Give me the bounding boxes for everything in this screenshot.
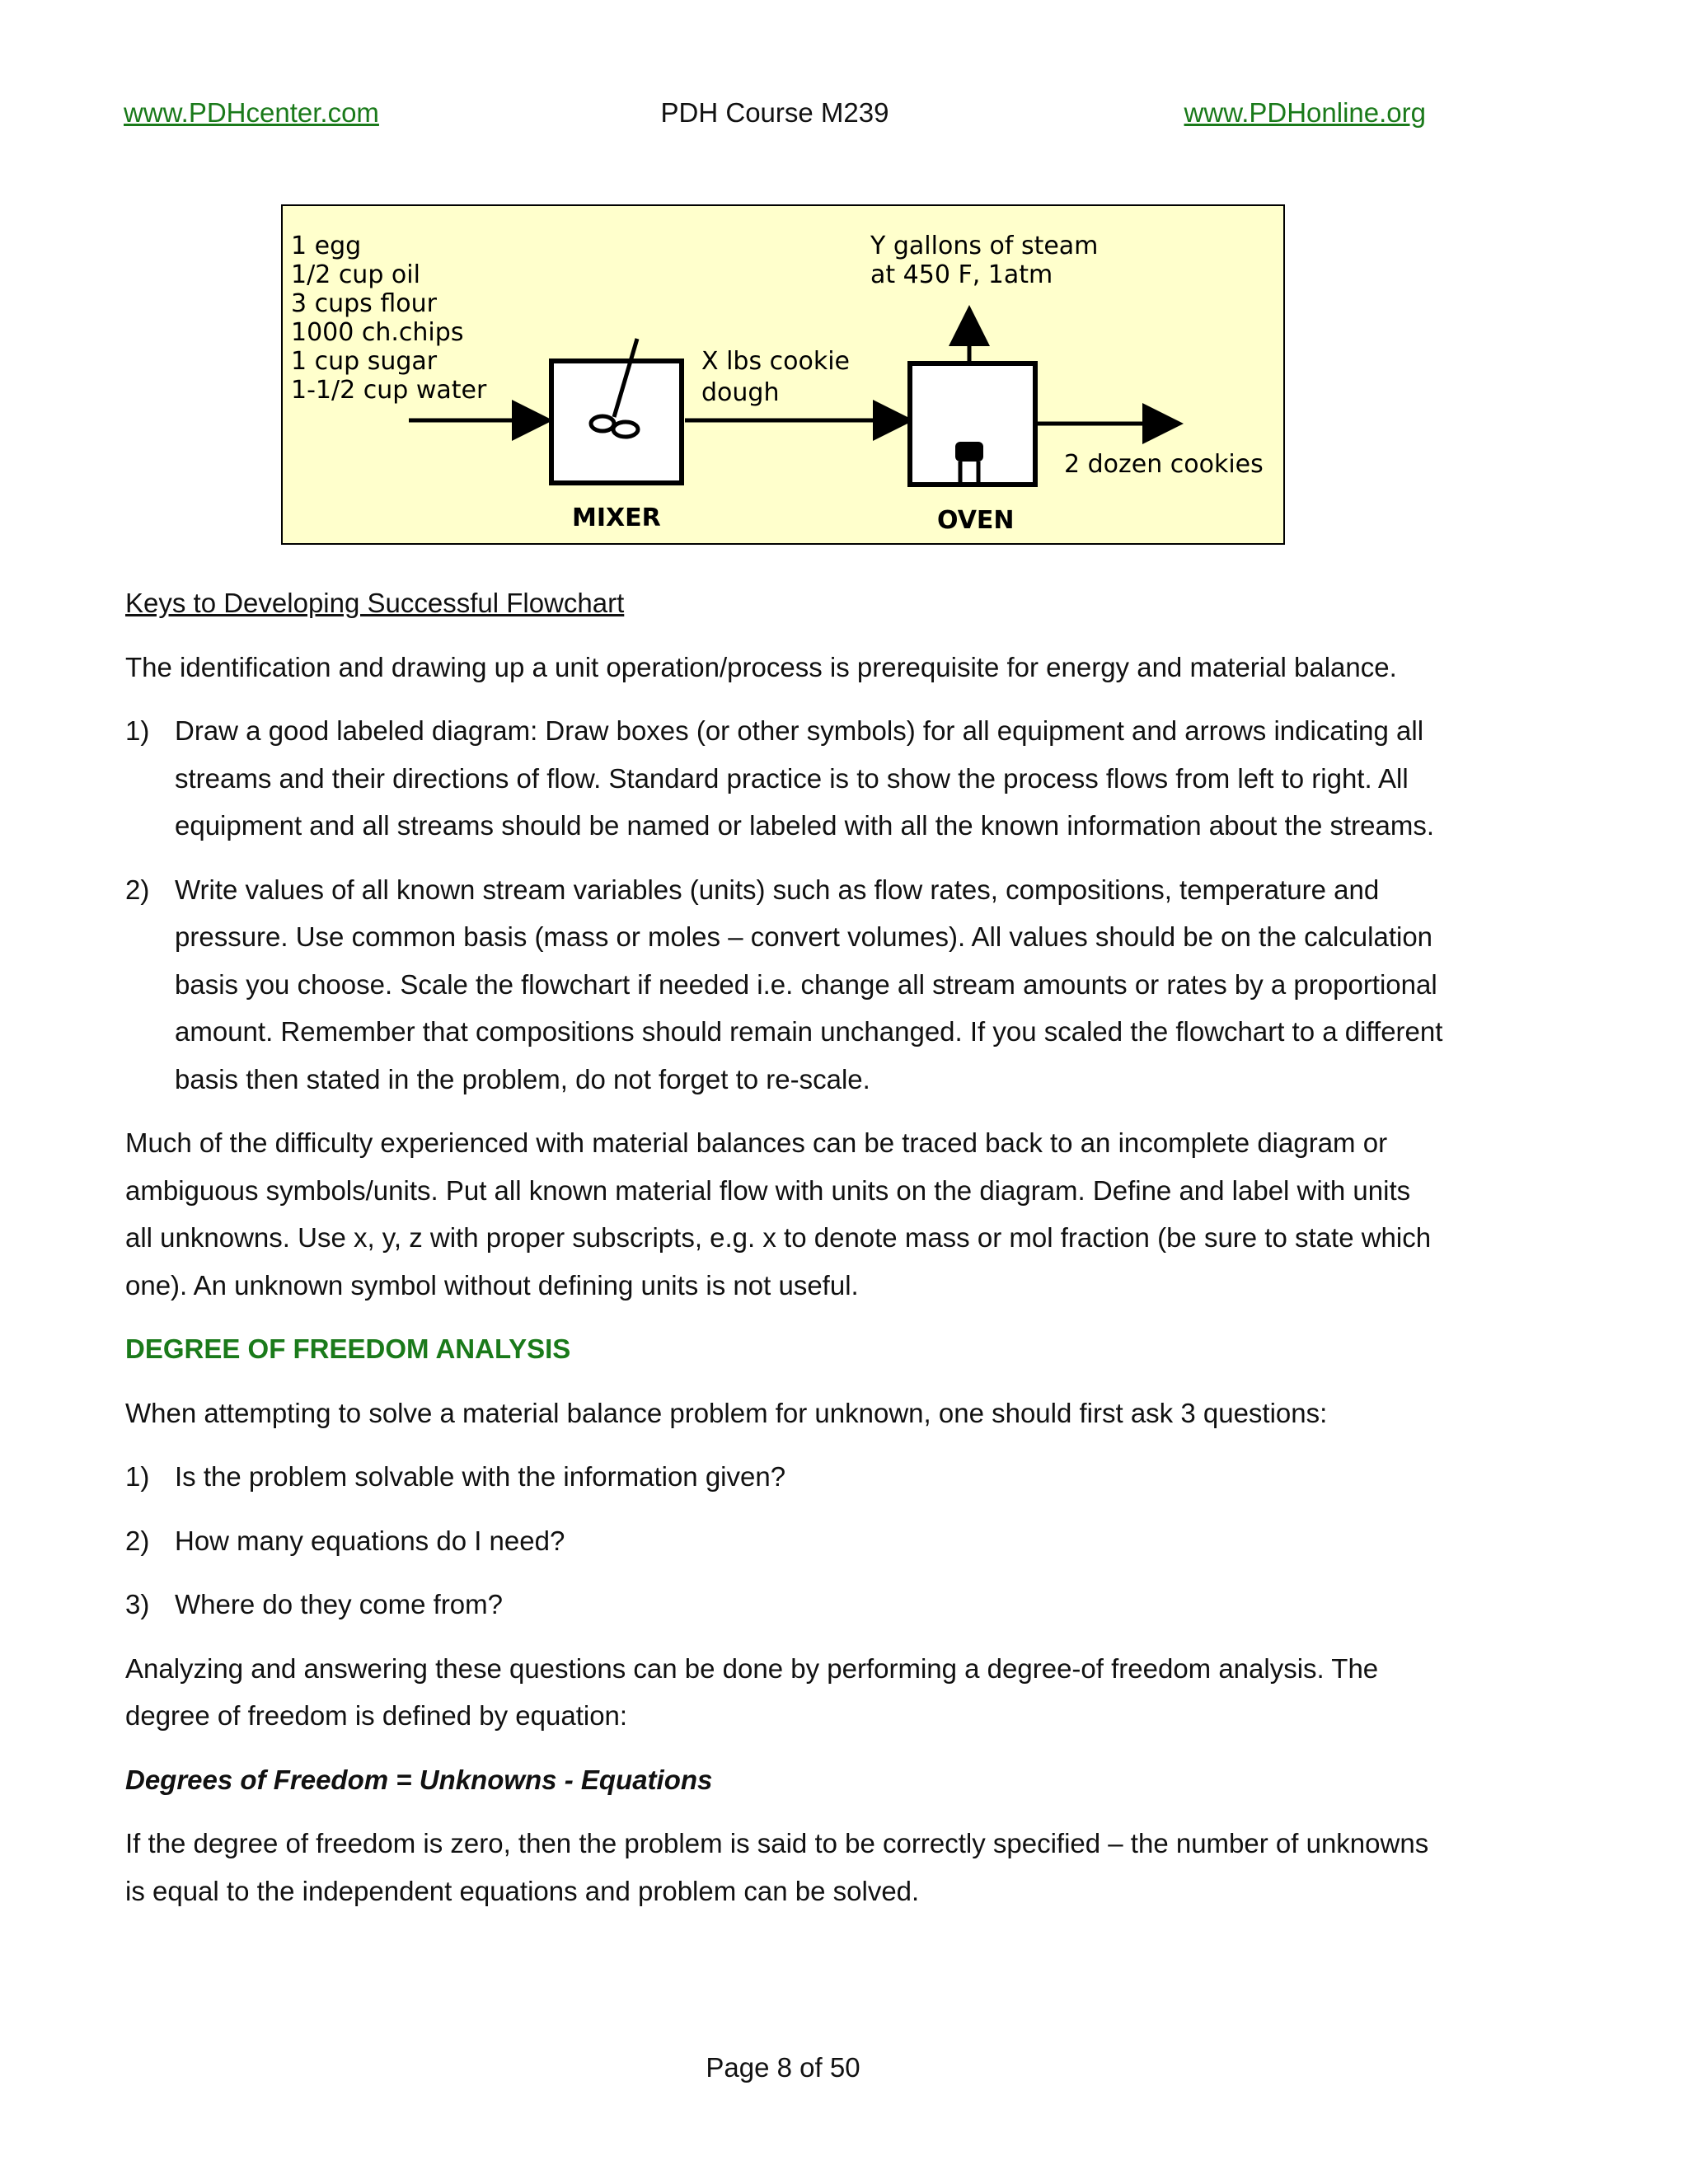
keys-heading: Keys to Developing Successful Flowchart xyxy=(125,588,625,618)
ingredient-3: 3 cups flour xyxy=(291,289,437,318)
course-title: PDH Course M239 xyxy=(660,97,889,128)
page-header xyxy=(124,97,1426,135)
analysis-paragraph: Analyzing and answering these questions can be done by performing a degree-of freedom analysis. The degree of freedom is defined by equation: xyxy=(125,1652,1379,1731)
dof-intro: When attempting to solve a material balance problem for unknown, one should first ask 3 questions: xyxy=(125,1397,1328,1428)
ingredient-6: 1-1/2 cup water xyxy=(291,376,487,405)
question-text: Where do they come from? xyxy=(175,1589,503,1619)
difficulty-paragraph: Much of the difficulty experienced with material balances can be traced back to an incomplete diagram or ambiguous symbols/units. Put all known material flow with units on the diagram. Define and label with units all unknowns. Use x, y, z with proper subscripts, e.g. x to denote mass or mol fraction (be sure to state which one). An unknown symbol without defining units is not useful. xyxy=(125,1127,1432,1301)
steam-label-1: Y gallons of steam xyxy=(870,232,1099,260)
question-item xyxy=(125,1453,1444,1501)
pdhonline-link[interactable]: www.PDHonline.org xyxy=(1184,97,1426,128)
pdhcenter-link[interactable]: www.PDHcenter.com xyxy=(124,97,379,128)
steam-label-2: at 450 F, 1atm xyxy=(870,260,1053,289)
process-flowchart xyxy=(281,204,1285,545)
zero-dof-paragraph: If the degree of freedom is zero, then the problem is said to be correctly specified – the number of unknowns is equal to the independent equations and problem can be solved. xyxy=(125,1828,1429,1906)
question-item xyxy=(125,1517,1444,1565)
page-number: Page 8 of 50 xyxy=(706,2052,860,2083)
question-item xyxy=(125,1581,1444,1629)
cookie-icon xyxy=(955,442,983,462)
oven-box xyxy=(910,363,1035,485)
question-text: Is the problem solvable with the information given? xyxy=(175,1461,786,1492)
oven-label: OVEN xyxy=(937,506,1015,535)
question-text: How many equations do I need? xyxy=(175,1525,565,1556)
stream-label-2: dough xyxy=(701,378,780,407)
page-content xyxy=(125,579,1444,1931)
ingredient-1: 1 egg xyxy=(291,232,362,260)
step-text: Write values of all known stream variables (units) such as flow rates, compositions, temperature and pressure. Use common basis (mass or moles – convert volumes). All values should be on the calculation basis you choose. Scale the flowchart if needed i.e. change all stream amounts or rates by a proportional amount. Remember that compositions should remain unchanged. If you scaled the flowchart to a different basis then stated in the problem, do not forget to re-scale. xyxy=(175,874,1443,1094)
step-item xyxy=(125,707,1444,850)
step-item xyxy=(125,866,1444,1104)
product-label: 2 dozen cookies xyxy=(1064,450,1264,479)
ingredient-4: 1000 ch.chips xyxy=(291,318,464,347)
step-number: 2) xyxy=(125,874,150,905)
ingredient-5: 1 cup sugar xyxy=(291,347,438,376)
stream-label-1: X lbs cookie xyxy=(701,347,850,376)
step-number: 1) xyxy=(125,715,150,746)
ingredient-2: 1/2 cup oil xyxy=(291,260,420,289)
question-number: 2) xyxy=(125,1525,150,1556)
question-number: 1) xyxy=(125,1461,150,1492)
dof-heading: DEGREE OF FREEDOM ANALYSIS xyxy=(125,1333,571,1364)
mixer-label: MIXER xyxy=(572,504,661,532)
question-number: 3) xyxy=(125,1589,150,1619)
step-text: Draw a good labeled diagram: Draw boxes (or other symbols) for all equipment and arrows indicating all streams and their directions of flow. Standard practice is to show the process flows from left to right. All equipment and all streams should be named or labeled with all the known information about the streams. xyxy=(175,715,1435,841)
intro-paragraph: The identification and drawing up a unit operation/process is prerequisite for energy and material balance. xyxy=(125,651,1397,682)
dof-formula: Degrees of Freedom = Unknowns - Equations xyxy=(125,1764,713,1795)
